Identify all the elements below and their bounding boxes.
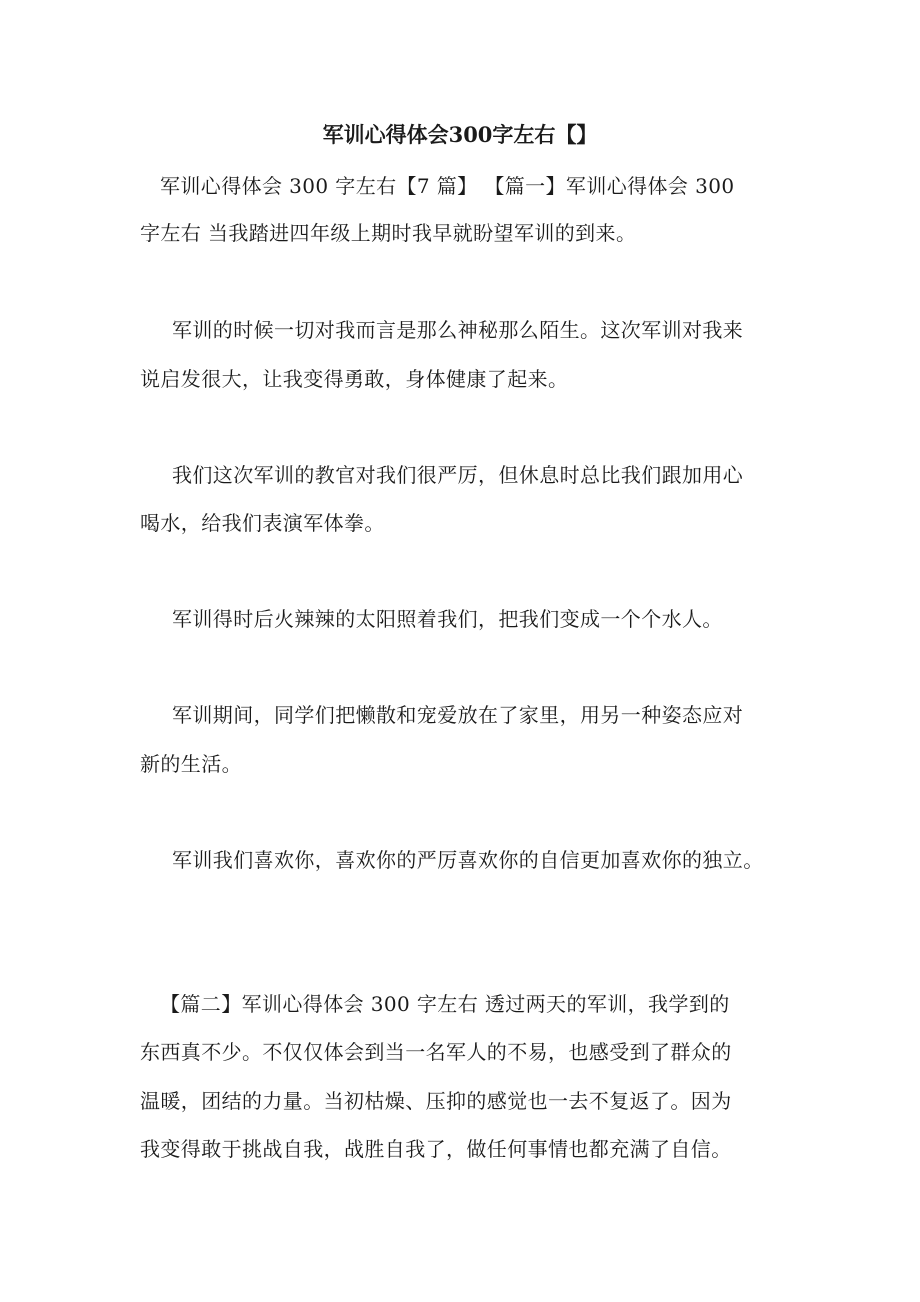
paragraph-line: 新的生活。 [140,752,242,776]
document-title: 军训心得体会300字左右【】 [322,122,598,147]
paragraph-line: 我变得敢于挑战自我，战胜自我了，做任何事情也都充满了自信。 [140,1137,732,1161]
paragraph-line: 温暖，团结的力量。当初枯燥、压抑的感觉也一去不复返了。因为 [140,1089,732,1113]
paragraph-line: 东西真不少。不仅仅体会到当一名军人的不易，也感受到了群众的 [140,1040,732,1064]
paragraph-line: 我们这次军训的教官对我们很严厉，但休息时总比我们跟加用心 [172,463,744,487]
paragraph-line: 喝水，给我们表演军体拳。 [140,511,385,535]
paragraph-line: 字左右 当我踏进四年级上期时我早就盼望军训的到来。 [140,221,637,245]
paragraph-line: 说启发很大，让我变得勇敢，身体健康了起来。 [140,367,569,391]
paragraph-line: 军训我们喜欢你，喜欢你的严厉喜欢你的自信更加喜欢你的独立。 [172,848,764,872]
paragraph-line: 军训的时候一切对我而言是那么神秘那么陌生。这次军训对我来 [172,318,744,342]
paragraph-line: 军训得时后火辣辣的太阳照着我们，把我们变成一个个水人。 [172,607,723,631]
paragraph-line: 【篇二】军训心得体会 300 字左右 透过两天的军训，我学到的 [160,992,730,1016]
paragraph-line: 军训期间，同学们把懒散和宠爱放在了家里，用另一种姿态应对 [172,703,744,727]
paragraph-line: 军训心得体会 300 字左右【7 篇】 【篇一】军训心得体会 300 [160,174,735,198]
